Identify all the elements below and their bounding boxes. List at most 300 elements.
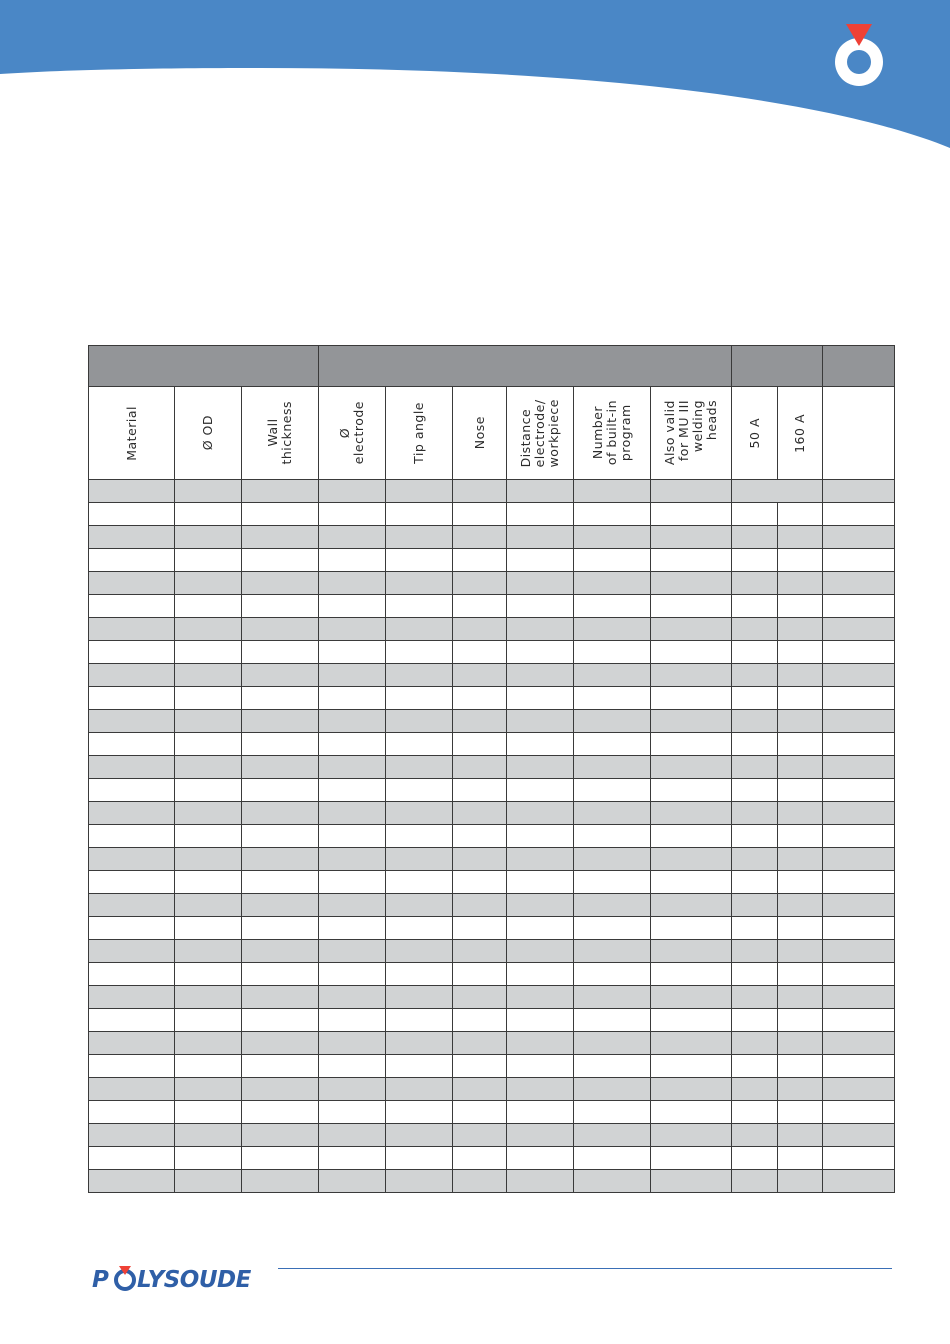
table-cell — [319, 1170, 386, 1193]
table-cell — [778, 1055, 823, 1078]
table-cell — [651, 1078, 732, 1101]
table-cell — [651, 549, 732, 572]
table-cell — [507, 917, 574, 940]
table-cell — [778, 1124, 823, 1147]
table-row — [89, 871, 895, 894]
table-cell — [778, 1009, 823, 1032]
table-cell — [453, 549, 507, 572]
table-cell — [175, 503, 242, 526]
table-cell — [242, 825, 319, 848]
table-cell — [386, 526, 453, 549]
table-cell — [732, 572, 778, 595]
table-cell — [453, 710, 507, 733]
table-cell — [574, 1009, 651, 1032]
table-cell — [507, 802, 574, 825]
table-cell — [823, 1055, 895, 1078]
col-header-tip-angle: Tip angle — [386, 387, 453, 480]
table-cell — [507, 526, 574, 549]
table-row — [89, 641, 895, 664]
table-row — [89, 687, 895, 710]
table-cell — [823, 618, 895, 641]
col-header-mu-iii: Also valid for MU III welding heads — [651, 387, 732, 480]
table-cell — [175, 733, 242, 756]
table-cell — [319, 595, 386, 618]
table-row — [89, 1101, 895, 1124]
table-cell — [89, 871, 175, 894]
table-cell — [732, 825, 778, 848]
table-cell — [823, 710, 895, 733]
table-cell — [574, 802, 651, 825]
table-cell — [89, 756, 175, 779]
table-cell — [242, 549, 319, 572]
table-cell — [453, 1078, 507, 1101]
table-cell — [175, 1124, 242, 1147]
table-cell — [732, 1147, 778, 1170]
table-row — [89, 1078, 895, 1101]
table-cell — [175, 595, 242, 618]
table-cell — [175, 1032, 242, 1055]
table-cell — [823, 871, 895, 894]
table-cell — [823, 963, 895, 986]
table-cell — [386, 917, 453, 940]
table-cell — [507, 549, 574, 572]
table-cell — [651, 1032, 732, 1055]
table-cell — [242, 1078, 319, 1101]
table-cell — [242, 940, 319, 963]
table-cell — [651, 480, 732, 503]
table-cell — [242, 1147, 319, 1170]
table-cell — [453, 480, 507, 503]
table-cell — [175, 1101, 242, 1124]
group-header-row — [89, 346, 895, 387]
table-cell — [242, 986, 319, 1009]
table-cell — [651, 687, 732, 710]
table-cell — [651, 779, 732, 802]
table-cell — [574, 871, 651, 894]
table-cell — [453, 1101, 507, 1124]
col-header-160a: 160 A — [778, 387, 823, 480]
table-cell — [242, 871, 319, 894]
table-cell — [386, 710, 453, 733]
table-cell — [778, 1101, 823, 1124]
table-cell — [507, 825, 574, 848]
table-cell — [507, 618, 574, 641]
table-cell — [778, 503, 823, 526]
table-cell — [89, 595, 175, 618]
table-cell — [89, 848, 175, 871]
table-cell — [732, 733, 778, 756]
table-cell — [823, 986, 895, 1009]
table-cell — [574, 641, 651, 664]
table-cell — [507, 871, 574, 894]
table-cell — [507, 779, 574, 802]
table-cell — [732, 1124, 778, 1147]
table-cell — [732, 917, 778, 940]
table-cell — [823, 687, 895, 710]
table-cell — [778, 641, 823, 664]
table-cell — [175, 1009, 242, 1032]
table-row — [89, 664, 895, 687]
table-cell — [89, 1055, 175, 1078]
table-cell — [319, 1147, 386, 1170]
table-cell — [242, 1124, 319, 1147]
table-cell — [651, 756, 732, 779]
table-cell — [386, 779, 453, 802]
table-cell — [823, 549, 895, 572]
table-cell — [651, 664, 732, 687]
table-cell — [175, 1147, 242, 1170]
table-cell — [386, 1170, 453, 1193]
table-body — [89, 480, 895, 1193]
table-cell — [386, 756, 453, 779]
table-cell — [823, 1124, 895, 1147]
table-cell — [175, 871, 242, 894]
table-cell — [823, 733, 895, 756]
table-cell — [732, 779, 778, 802]
table-cell — [319, 894, 386, 917]
table-cell — [507, 848, 574, 871]
table-row — [89, 802, 895, 825]
table-cell — [175, 572, 242, 595]
table-row — [89, 940, 895, 963]
table-cell — [242, 572, 319, 595]
table-cell — [778, 1032, 823, 1055]
table-cell — [574, 940, 651, 963]
table-cell — [175, 710, 242, 733]
table-cell — [386, 664, 453, 687]
table-cell — [778, 549, 823, 572]
table-cell — [242, 1009, 319, 1032]
table-cell — [823, 664, 895, 687]
table-cell — [507, 1055, 574, 1078]
table-cell — [89, 618, 175, 641]
table-row — [89, 917, 895, 940]
col-header-50a: 50 A — [732, 387, 778, 480]
table-cell — [651, 1055, 732, 1078]
table-cell — [651, 986, 732, 1009]
table-cell — [574, 894, 651, 917]
table-row — [89, 480, 895, 503]
table-cell — [319, 940, 386, 963]
table-row — [89, 1124, 895, 1147]
table-cell — [507, 894, 574, 917]
table-cell — [89, 825, 175, 848]
table-cell — [242, 480, 319, 503]
table-cell — [89, 917, 175, 940]
table-cell — [386, 963, 453, 986]
table-cell — [778, 526, 823, 549]
table-cell — [386, 986, 453, 1009]
table-cell — [453, 733, 507, 756]
table-row — [89, 848, 895, 871]
table-cell — [453, 779, 507, 802]
table-cell — [175, 779, 242, 802]
table-cell — [651, 595, 732, 618]
table-row — [89, 710, 895, 733]
table-cell — [175, 986, 242, 1009]
table-cell — [89, 572, 175, 595]
table-cell — [89, 1101, 175, 1124]
table-cell — [823, 756, 895, 779]
table-cell — [507, 756, 574, 779]
table-cell — [319, 480, 386, 503]
table-cell — [778, 940, 823, 963]
table-cell — [574, 825, 651, 848]
table-cell — [319, 1032, 386, 1055]
table-cell — [732, 1055, 778, 1078]
table-cell — [823, 917, 895, 940]
table-cell — [507, 1147, 574, 1170]
table-cell — [507, 733, 574, 756]
table-cell — [319, 848, 386, 871]
table-cell — [89, 963, 175, 986]
table-cell — [175, 687, 242, 710]
table-cell — [651, 894, 732, 917]
table-cell — [319, 1055, 386, 1078]
table-cell — [778, 963, 823, 986]
table-cell — [778, 572, 823, 595]
table-cell — [732, 687, 778, 710]
table-cell — [732, 940, 778, 963]
table-cell — [175, 848, 242, 871]
table-cell — [453, 595, 507, 618]
table-cell — [778, 733, 823, 756]
table-cell — [732, 641, 778, 664]
table-cell — [89, 1147, 175, 1170]
table-cell — [574, 733, 651, 756]
table-cell — [242, 756, 319, 779]
table-cell — [823, 595, 895, 618]
col-header-od: Ø OD — [175, 387, 242, 480]
table-cell — [778, 664, 823, 687]
table-cell — [823, 848, 895, 871]
table-cell — [574, 779, 651, 802]
table-cell — [242, 1101, 319, 1124]
table-cell — [507, 986, 574, 1009]
table-cell — [453, 503, 507, 526]
table-cell — [386, 802, 453, 825]
table-cell — [778, 618, 823, 641]
table-cell — [175, 1170, 242, 1193]
table-cell — [89, 1124, 175, 1147]
table-cell — [453, 618, 507, 641]
table-row — [89, 1147, 895, 1170]
table-cell — [89, 480, 175, 503]
table-cell — [574, 1078, 651, 1101]
table-cell — [823, 1170, 895, 1193]
table-cell — [175, 549, 242, 572]
col-header-distance: Distance electrode/ workpiece — [507, 387, 574, 480]
table-cell — [507, 503, 574, 526]
table-cell — [89, 549, 175, 572]
table-cell — [651, 848, 732, 871]
table-cell — [453, 986, 507, 1009]
table-cell — [242, 733, 319, 756]
table-cell — [453, 1009, 507, 1032]
table-cell — [574, 1170, 651, 1193]
table-row — [89, 572, 895, 595]
table-cell — [453, 1124, 507, 1147]
col-header-electrode-diameter: Ø electrode — [319, 387, 386, 480]
table-cell — [242, 526, 319, 549]
table-cell — [507, 1032, 574, 1055]
table-cell — [778, 1147, 823, 1170]
table-cell — [507, 1170, 574, 1193]
table-cell — [319, 756, 386, 779]
table-cell — [778, 779, 823, 802]
table-cell — [175, 526, 242, 549]
table-cell — [651, 503, 732, 526]
footer-rule — [278, 1268, 892, 1269]
table-cell — [507, 1078, 574, 1101]
table-cell — [453, 1170, 507, 1193]
table-cell — [732, 963, 778, 986]
table-cell — [823, 894, 895, 917]
table-cell — [823, 825, 895, 848]
table-cell — [778, 825, 823, 848]
col-header-extra — [823, 387, 895, 480]
table-cell — [242, 779, 319, 802]
table-cell — [651, 1147, 732, 1170]
table-cell — [386, 1032, 453, 1055]
table-cell — [319, 1124, 386, 1147]
svg-text:LYSOUDE: LYSOUDE — [137, 1267, 251, 1293]
table-cell — [574, 572, 651, 595]
table-cell — [778, 687, 823, 710]
table-cell — [823, 572, 895, 595]
table-cell — [242, 848, 319, 871]
table-cell — [507, 480, 574, 503]
table-cell — [242, 963, 319, 986]
table-cell — [386, 825, 453, 848]
table-cell — [242, 595, 319, 618]
col-header-material: Material — [89, 387, 175, 480]
table-cell — [453, 963, 507, 986]
table-cell — [732, 802, 778, 825]
table-cell — [507, 940, 574, 963]
table-cell — [778, 1078, 823, 1101]
table-cell — [319, 641, 386, 664]
table-cell — [651, 641, 732, 664]
table-cell — [651, 1101, 732, 1124]
table-cell — [453, 756, 507, 779]
table-cell — [732, 894, 778, 917]
table-cell — [386, 1055, 453, 1078]
table-cell — [574, 1147, 651, 1170]
table-cell — [823, 779, 895, 802]
table-cell — [778, 871, 823, 894]
table-cell — [574, 963, 651, 986]
table-cell — [386, 572, 453, 595]
table-cell — [778, 756, 823, 779]
table-row — [89, 1170, 895, 1193]
table-cell — [732, 986, 778, 1009]
table-cell — [453, 917, 507, 940]
table-cell — [242, 710, 319, 733]
table-cell — [175, 940, 242, 963]
table-cell — [507, 710, 574, 733]
table-cell — [386, 894, 453, 917]
table-cell — [175, 641, 242, 664]
table-cell — [651, 825, 732, 848]
table-cell — [823, 1032, 895, 1055]
table-cell — [175, 480, 242, 503]
table-cell — [319, 733, 386, 756]
table-cell — [175, 618, 242, 641]
table-row — [89, 894, 895, 917]
group-header-tube — [89, 346, 319, 387]
table-cell — [574, 848, 651, 871]
table-cell — [386, 1078, 453, 1101]
table-cell — [175, 1078, 242, 1101]
table-cell — [453, 940, 507, 963]
table-cell — [453, 1032, 507, 1055]
table-cell — [732, 595, 778, 618]
table-cell — [453, 1055, 507, 1078]
table-cell — [453, 848, 507, 871]
column-header-row — [89, 387, 895, 480]
table-cell — [823, 641, 895, 664]
table-cell — [574, 664, 651, 687]
table-cell — [89, 1009, 175, 1032]
header-band — [0, 0, 950, 160]
table-cell — [386, 618, 453, 641]
table-cell — [386, 595, 453, 618]
table-cell — [778, 848, 823, 871]
table-cell — [453, 641, 507, 664]
table-cell — [651, 940, 732, 963]
table-cell — [823, 1078, 895, 1101]
table-cell — [89, 733, 175, 756]
table-cell — [319, 825, 386, 848]
table-cell — [651, 618, 732, 641]
table-cell — [507, 641, 574, 664]
table-cell — [574, 480, 651, 503]
table-cell — [732, 848, 778, 871]
table-cell — [89, 664, 175, 687]
table-cell — [453, 664, 507, 687]
table-cell — [507, 963, 574, 986]
table-cell — [242, 1170, 319, 1193]
table-row — [89, 1032, 895, 1055]
brand-mark-icon — [826, 22, 892, 92]
table-cell — [651, 871, 732, 894]
table-cell — [242, 664, 319, 687]
table-cell — [732, 526, 778, 549]
table-cell — [89, 526, 175, 549]
table-row — [89, 825, 895, 848]
table-cell — [507, 1101, 574, 1124]
table-cell — [778, 595, 823, 618]
table-cell — [319, 549, 386, 572]
table-cell — [823, 1009, 895, 1032]
table-cell — [89, 894, 175, 917]
table-cell — [319, 963, 386, 986]
table-cell — [242, 802, 319, 825]
table-row — [89, 1009, 895, 1032]
table-cell — [732, 480, 823, 503]
table-cell — [319, 917, 386, 940]
table-cell — [732, 871, 778, 894]
table-cell — [507, 1124, 574, 1147]
table-cell — [386, 940, 453, 963]
table-cell — [319, 503, 386, 526]
table-cell — [89, 1170, 175, 1193]
table-cell — [386, 1124, 453, 1147]
table-cell — [732, 1032, 778, 1055]
table-cell — [319, 710, 386, 733]
table-cell — [574, 986, 651, 1009]
